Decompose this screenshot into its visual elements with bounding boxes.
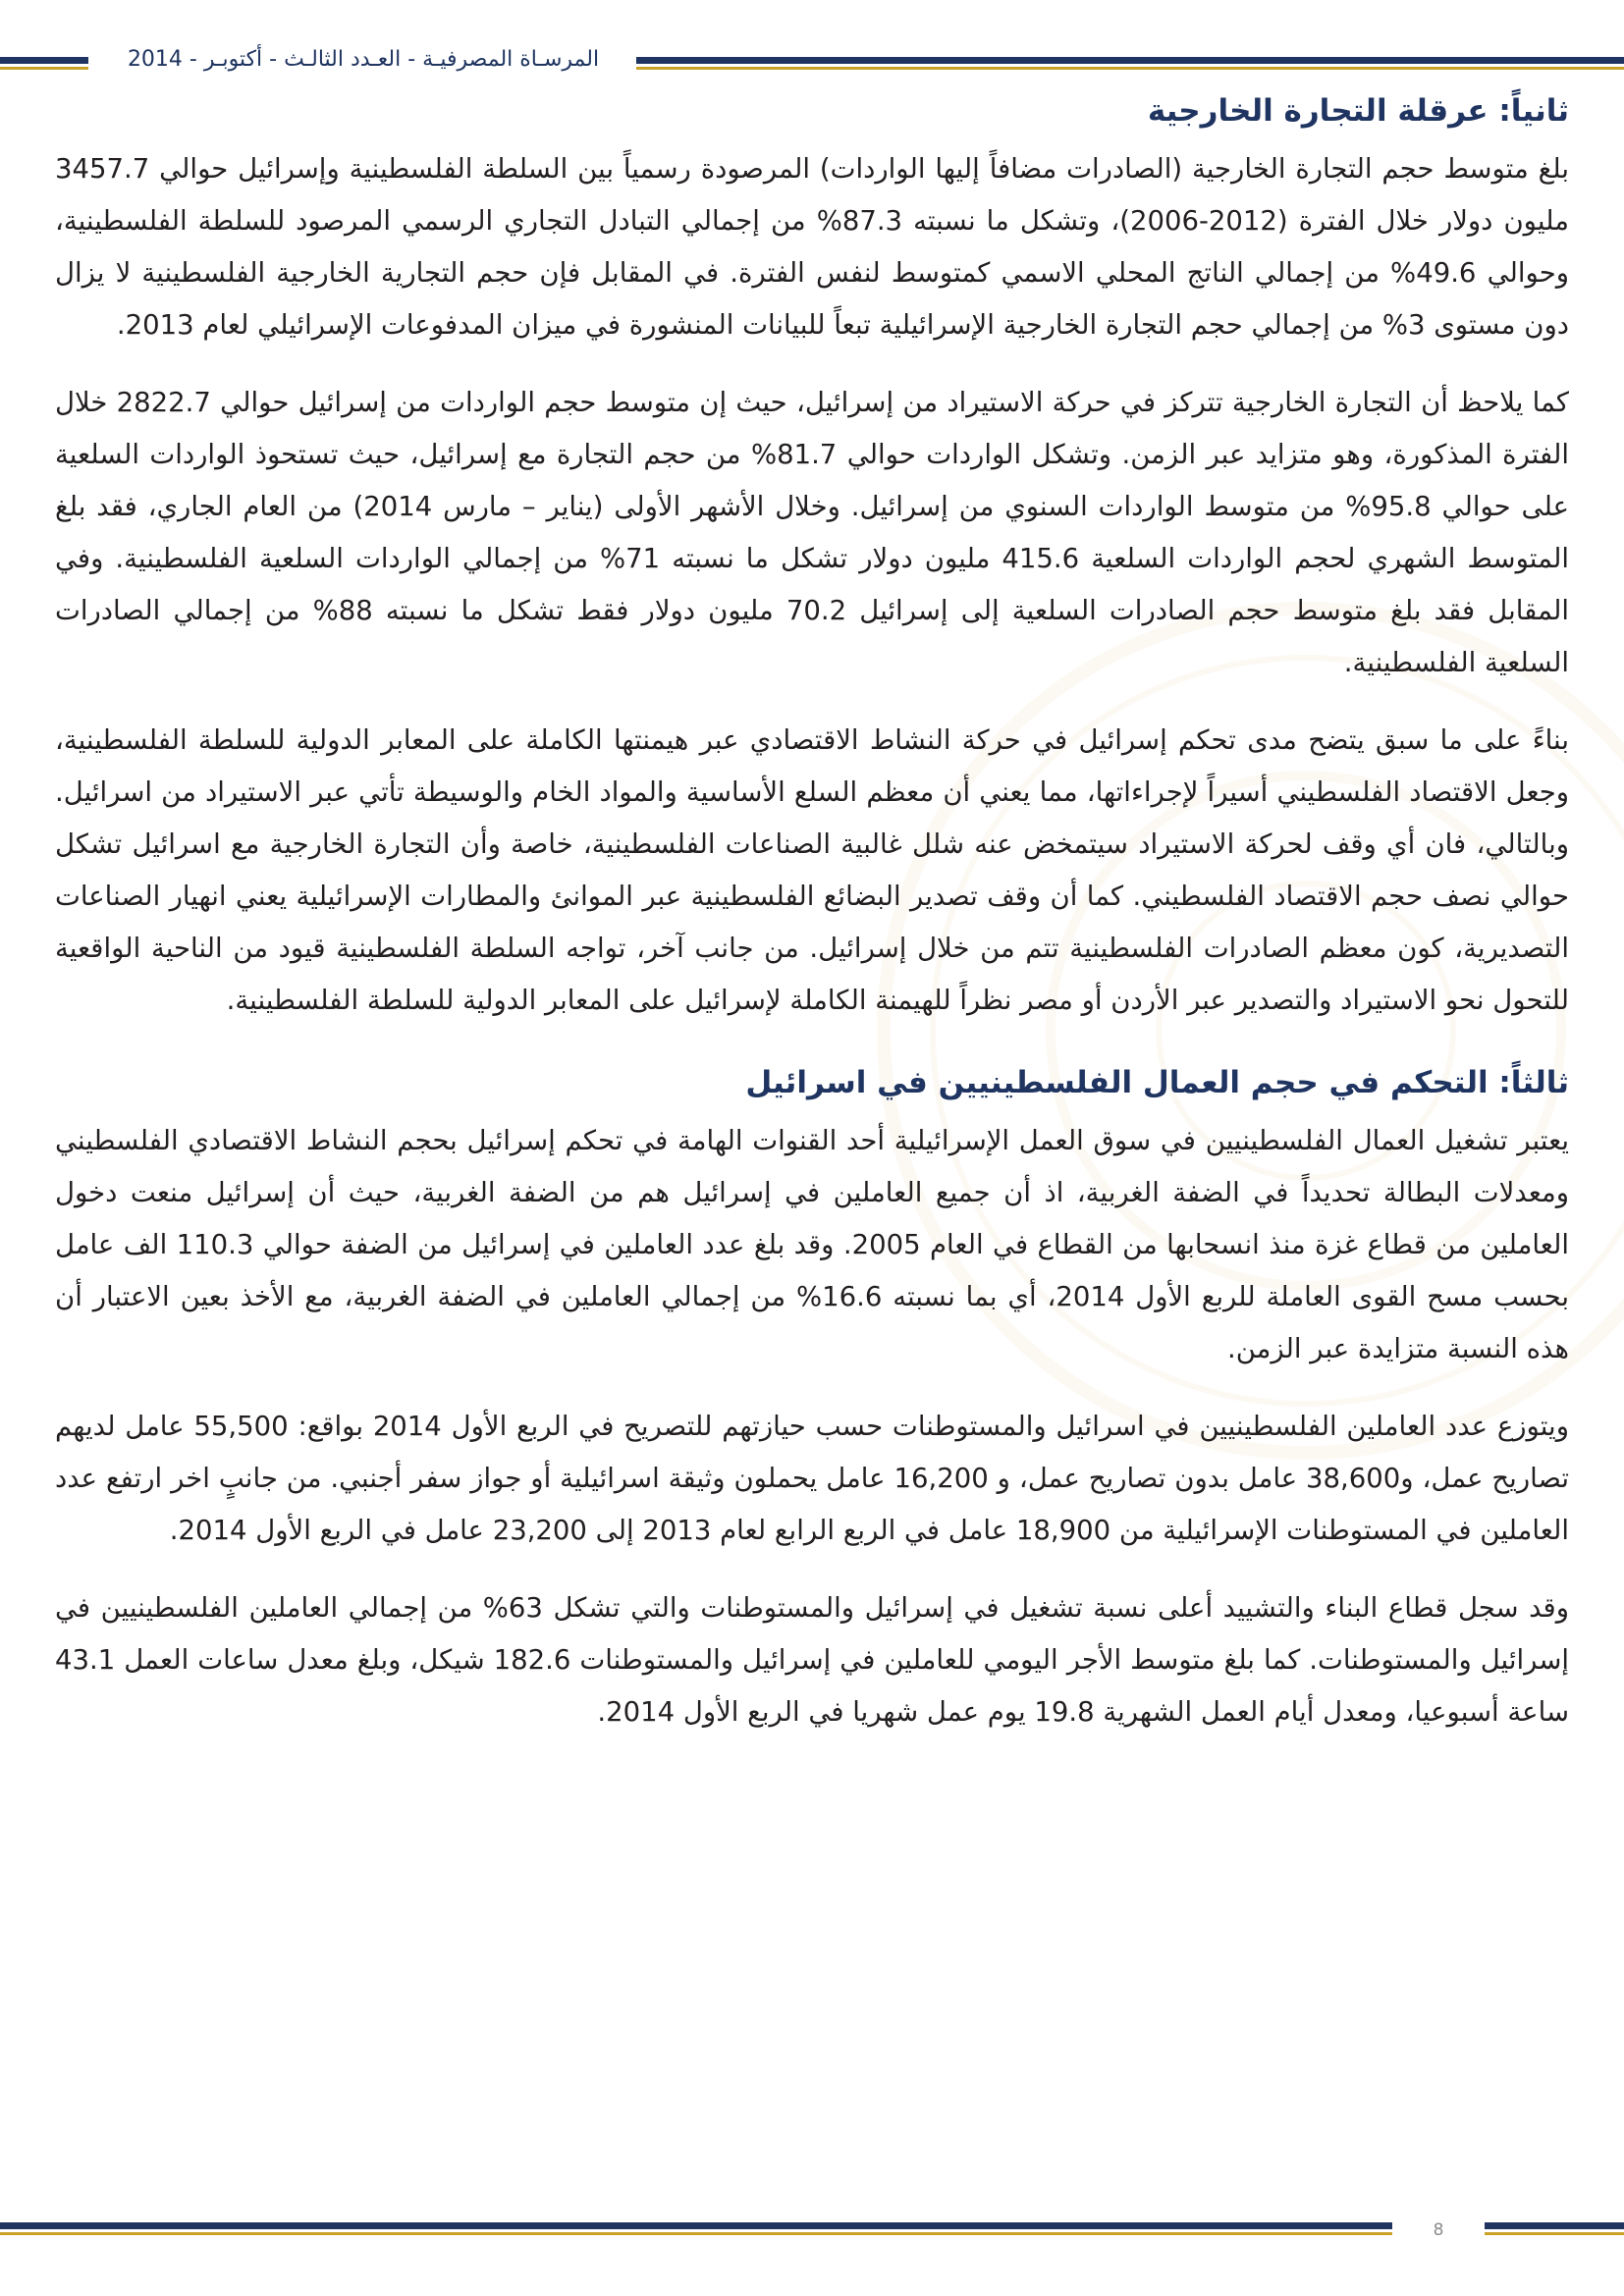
paragraph: بلغ متوسط حجم التجارة الخارجية (الصادرات مضافاً إليها الواردات) المرصودة رسمياً بين السلطة الفلسطينية وإسرائيل حوالي 3457.7 مليون دولار خلال الفترة (2012-2006)، وتشكل ما نسبته 87.3% من إجمالي التبادل التجاري الرسمي المرصود للسلطة الفلسطينية، وحوالي 49.6% من إجمالي الناتج المحلي الاسمي كمتوسط لنفس الفترة. في المقابل فإن حجم التجارية الخارجية الفلسطينية لا يزال دون مستوى 3% من إجمالي حجم التجارة الخارجية الإسرائيلية تبعاً للبيانات المنشورة في ميزان المدفوعات الإسرائيلي لعام 2013. [55,153,1570,341]
article-body [55,80,1569,1764]
page-number: 8 [1433,2220,1444,2240]
section-heading-foreign-trade: ثانياً: عرقلة التجارة الخارجية [1147,93,1569,129]
header-rule-left-accent [0,67,88,70]
footer-rule-left-accent [0,2232,1392,2235]
paragraph: بناءً على ما سبق يتضح مدى تحكم إسرائيل في حركة النشاط الاقتصادي عبر هيمنتها الكاملة على المعابر الدولية للسلطة الفلسطينية، وجعل الاقتصاد الفلسطيني أسيراً لإجراءاتها، مما يعني أن معظم السلع الأساسية والمواد الخام والوسيطة تأتي عبر الاستيراد من اسرائيل. وبالتالي، فان أي وقف لحركة الاستيراد سيتمخض عنه شلل غالبية الصناعات الفلسطينية، خاصة وأن التجارة الخارجية مع اسرائيل تشكل حوالي نصف حجم الاقتصاد الفلسطيني. كما أن وقف تصدير البضائع الفلسطينية عبر الموانئ والمطارات الإسرائيلية يعني انهيار الصناعات التصديرية، كون معظم الصادرات الفلسطينية تتم من خلال إسرائيل. من جانب آخر، تواجه السلطة الفلسطينية قيود من الناحية الواقعية للتحول نحو الاستيراد والتصدير عبر الأردن أو مصر نظراً للهيمنة الكاملة لإسرائيل على المعابر الدولية للسلطة الفلسطينية. [55,724,1569,1016]
header-rule-left [0,57,88,64]
running-header-title: المرسـاة المصرفيـة - العـدد الثالـث - أكتوبـر - 2014 [127,47,600,72]
section-heading-workers: ثالثاً: التحكم في حجم العمال الفلسطينيين في اسرائيل [745,1065,1569,1100]
paragraph: ويتوزع عدد العاملين الفلسطينيين في اسرائيل والمستوطنات حسب حيازتهم للتصريح في الربع الأول 2014 بواقع: 55,500 عامل لديهم تصاريح عمل، و38,600 عامل بدون تصاريح عمل، و 16,200 عامل يحملون وثيقة اسرائيلية أو جواز سفر أجنبي. من جانبٍ اخر ارتفع عدد العاملين في المستوطنات الإسرائيلية من 18,900 عامل في الربع الرابع لعام 2013 إلى 23,200 عامل في الربع الأول 2014. [55,1411,1569,1546]
footer-rule-left [0,2222,1392,2229]
header-rule-right-accent [636,67,1624,70]
paragraph: كما يلاحظ أن التجارة الخارجية تتركز في حركة الاستيراد من إسرائيل، حيث إن متوسط حجم الواردات من إسرائيل حوالي 2822.7 خلال الفترة المذكورة، وهو متزايد عبر الزمن. وتشكل الواردات حوالي 81.7% من حجم التجارة مع إسرائيل، حيث تستحوذ الواردات السلعية على حوالي 95.8% من متوسط الواردات السنوي من إسرائيل. وخلال الأشهر الأولى (يناير – مارس 2014) من العام الجاري، فقد بلغ المتوسط الشهري لحجم الواردات السلعية 415.6 مليون دولار تشكل ما نسبته 71% من إجمالي الواردات السلعية الفلسطينية. وفي المقابل فقد بلغ متوسط حجم الصادرات السلعية إلى إسرائيل 70.2 مليون دولار فقط تشكل ما نسبته 88% من إجمالي الصادرات السلعية الفلسطينية. [55,387,1570,678]
paragraph: وقد سجل قطاع البناء والتشييد أعلى نسبة تشغيل في إسرائيل والمستوطنات والتي تشكل 63% من إجمالي العاملين الفلسطينيين في إسرائيل والمستوطنات. كما بلغ متوسط الأجر اليومي للعاملين في إسرائيل والمستوطنات 182.6 شيكل، وبلغ معدل ساعات العمل 43.1 ساعة أسبوعيا، ومعدل أيام العمل الشهرية 19.8 يوم عمل شهريا في الربع الأول 2014. [55,1592,1569,1728]
footer-rule-right [1485,2222,1624,2229]
paragraph: يعتبر تشغيل العمال الفلسطينيين في سوق العمل الإسرائيلية أحد القنوات الهامة في تحكم إسرائيل بحجم النشاط الاقتصادي الفلسطيني ومعدلات البطالة تحديداً في الضفة الغربية، اذ أن جميع العاملين في إسرائيل هم من الضفة الغربية، حيث أن إسرائيل منعت دخول العاملين من قطاع غزة منذ انسحابها من القطاع في العام 2005. وقد بلغ عدد العاملين في إسرائيل من الضفة حوالي 110.3 الف عامل بحسب مسح القوى العاملة للربع الأول 2014، أي بما نسبته 16.6% من إجمالي العاملين في الضفة الغربية، مع الأخذ بعين الاعتبار أن هذه النسبة متزايدة عبر الزمن. [55,1125,1570,1364]
header-rule-right [636,57,1624,64]
page-footer [0,2216,1624,2266]
footer-rule-right-accent [1485,2232,1624,2235]
